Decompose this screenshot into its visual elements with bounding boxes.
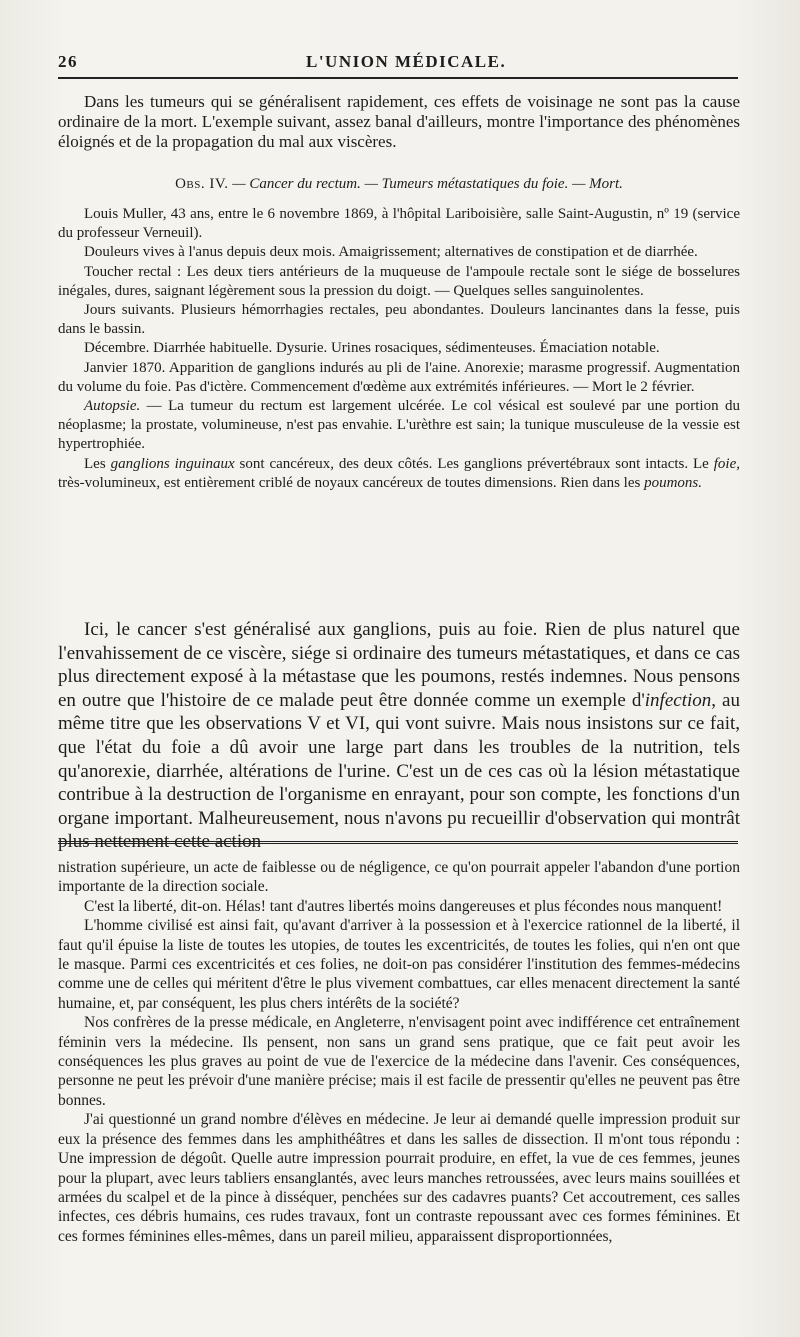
- feuilleton-separator: [58, 841, 738, 844]
- feuilleton-paragraph: nistration supérieure, un acte de faiblesse ou de négligence, ce qu'on pourrait appeler l'abandon d'une portion importante de la direction sociale.: [58, 859, 740, 896]
- intro-text: Dans les tumeurs qui se généralisent rapidement, ces effets de voisinage ne sont pas la cause ordinaire de la mort. L'exemple suivant, assez banal d'ailleurs, montre l'importance des phénomènes éloignés et de la propagation du mal aux viscères.: [58, 92, 740, 151]
- feuilleton-paragraph: J'ai questionné un grand nombre d'élèves en médecine. Je leur ai demandé quelle impression produit sur eux la présence des femmes dans les amphithéâtres et dans les salles de dissection. Il m'ont tous répondu : Une impression de dégoût. Quelle autre impression pourrait produire, en effet, la vue de ces femmes, jeunes pour la plupart, avec leurs tabliers ensanglantés, avec leurs manches retroussées, avec leurs mains souillées et armées du scalpel et de la pince à disséquer, penchées sur des cadavres puants? Cet accoutrement, ces salles infectes, ces débris humains, ces rudes travaux, font un contraste repoussant avec ces formes féminines. Et ces formes féminines elles-mêmes, dans un pareil milieu, apparaissent disproportionnées,: [58, 1111, 740, 1245]
- findings-italic: poumons.: [644, 474, 702, 491]
- case-paragraph: Louis Muller, 43 ans, entre le 6 novembre 1869, à l'hôpital Lariboisière, salle Saint-Augustin, nº 19 (service du professeur Verneuil).: [58, 206, 740, 242]
- case-paragraph: Toucher rectal : Les deux tiers antérieurs de la muqueuse de l'ampoule rectale sont le siége de bosselures inégales, dures, saignant légèrement sous la pression du doigt. — Quelques selles sanguinolentes.: [58, 263, 740, 299]
- findings-text: Les: [84, 455, 111, 472]
- commentary-italic: infection: [644, 689, 712, 711]
- findings-text: très-volumineux, est entièrement criblé de noyaux cancéreux de toutes dimensions. Rien dans les: [58, 474, 645, 491]
- case-paragraph: Jours suivants. Plusieurs hémorrhagies rectales, peu abondantes. Douleurs lancinantes dans la fesse, puis dans le bassin.: [58, 302, 740, 338]
- findings-italic: foie,: [713, 455, 740, 472]
- header-rule: [58, 77, 738, 79]
- feuilleton: [58, 858, 740, 1246]
- autopsy-paragraph: [58, 397, 740, 455]
- commentary-paragraph: [58, 618, 740, 854]
- case-paragraph: Décembre. Diarrhée habituelle. Dysurie. Urines rosaciques, sédimenteuses. Émaciation notable.: [84, 340, 660, 357]
- page-number: 26: [58, 52, 78, 71]
- autopsy-label: Autopsie.: [84, 398, 141, 415]
- feuilleton-paragraph: L'homme civilisé est ainsi fait, qu'avant d'arriver à la possession et à l'exercice rationnel de la liberté, il faut qu'il épuise la liste de toutes les utopies, de toutes les excentricités, de toutes les folies, qui n'en ont que le masque. Parmi ces excentricités et ces folies, ne doit-on pas considérer l'institution des femmes-médecins comme une de celles qui méritent d'être le plus vivement combattues, car elles menacent directement la santé humaine, et, par conséquent, les plus chers intérêts de la société?: [58, 917, 740, 1012]
- observation-label: Obs. IV.: [175, 176, 229, 192]
- autopsy-text: — La tumeur du rectum est largement ulcérée. Le col vésical est soulevé par une portion du néoplasme; la prostate, volumineuse, n'est pas envahie. L'urèthre est sain; la tunique musculeuse de la vessie est hypertrophiée.: [58, 398, 740, 453]
- observation-title: — Cancer du rectum. — Tumeurs métastatiques du foie. — Mort.: [228, 176, 623, 192]
- journal-title: L'UNION MÉDICALE.: [306, 52, 507, 71]
- case-paragraph: Janvier 1870. Apparition de ganglions indurés au pli de l'aine. Anorexie; marasme progressif. Augmentation du volume du foie. Pas d'ictère. Commencement d'œdème aux extrémités inférieures. — Mort le 2 février.: [58, 359, 740, 395]
- observation-heading: [58, 176, 740, 193]
- feuilleton-paragraph: C'est la liberté, dit-on. Hélas! tant d'autres libertés moins dangereuses et plus fécondes nous manquent!: [84, 897, 723, 915]
- case-paragraph: Douleurs vives à l'anus depuis deux mois. Amaigrissement; alternatives de constipation et de diarrhée.: [84, 244, 698, 261]
- commentary-text: , au même titre que les observations V et VI, qui vont suivre. Mais nous insistons sur ce fait, que l'état du foie a dû avoir une large part dans les troubles de la nutrition, tels qu'anorexie, diarrhée, altérations de l'urine. C'est un de ces cas où la lésion métastatique contribue à la destruction de l'organisme en enrayant, pour son compte, les fonctions d'un organe important. Malheureusement, nous n'avons pu recueillir d'observation qui montrât plus nettement cette action: [58, 689, 740, 853]
- running-head: [58, 50, 740, 74]
- findings-italic: ganglions inguinaux: [110, 455, 235, 472]
- feuilleton-paragraph: Nos confrères de la presse médicale, en Angleterre, n'envisagent point avec indifférence cet entraînement féminin vers la médecine. Ils pensent, non sans un grand sens pratique, que ce fait peut avoir les conséquences les plus graves au point de vue de l'exercice de la médecine dans l'avenir. Ces conséquences, personne ne peut les prévoir d'une manière précise; mais il est facile de pressentir qu'elles ne peuvent pas être bonnes.: [58, 1014, 740, 1109]
- intro-paragraph: [58, 92, 740, 152]
- case-report: [58, 205, 740, 493]
- findings-paragraph: [58, 455, 740, 493]
- commentary-text: Ici, le cancer s'est généralisé aux ganglions, puis au foie. Rien de plus naturel que l'envahissement de ce viscère, siége si ordinaire des tumeurs métastatiques, et dans ce cas plus directement exposé à la métastase que les poumons, restés indemnes. Nous pensons en outre que l'histoire de ce malade peut être donnée comme un exemple d': [58, 619, 740, 711]
- findings-text: sont cancéreux, des deux côtés. Les ganglions prévertébraux sont intacts. Le: [234, 455, 714, 472]
- commentary: [58, 618, 740, 854]
